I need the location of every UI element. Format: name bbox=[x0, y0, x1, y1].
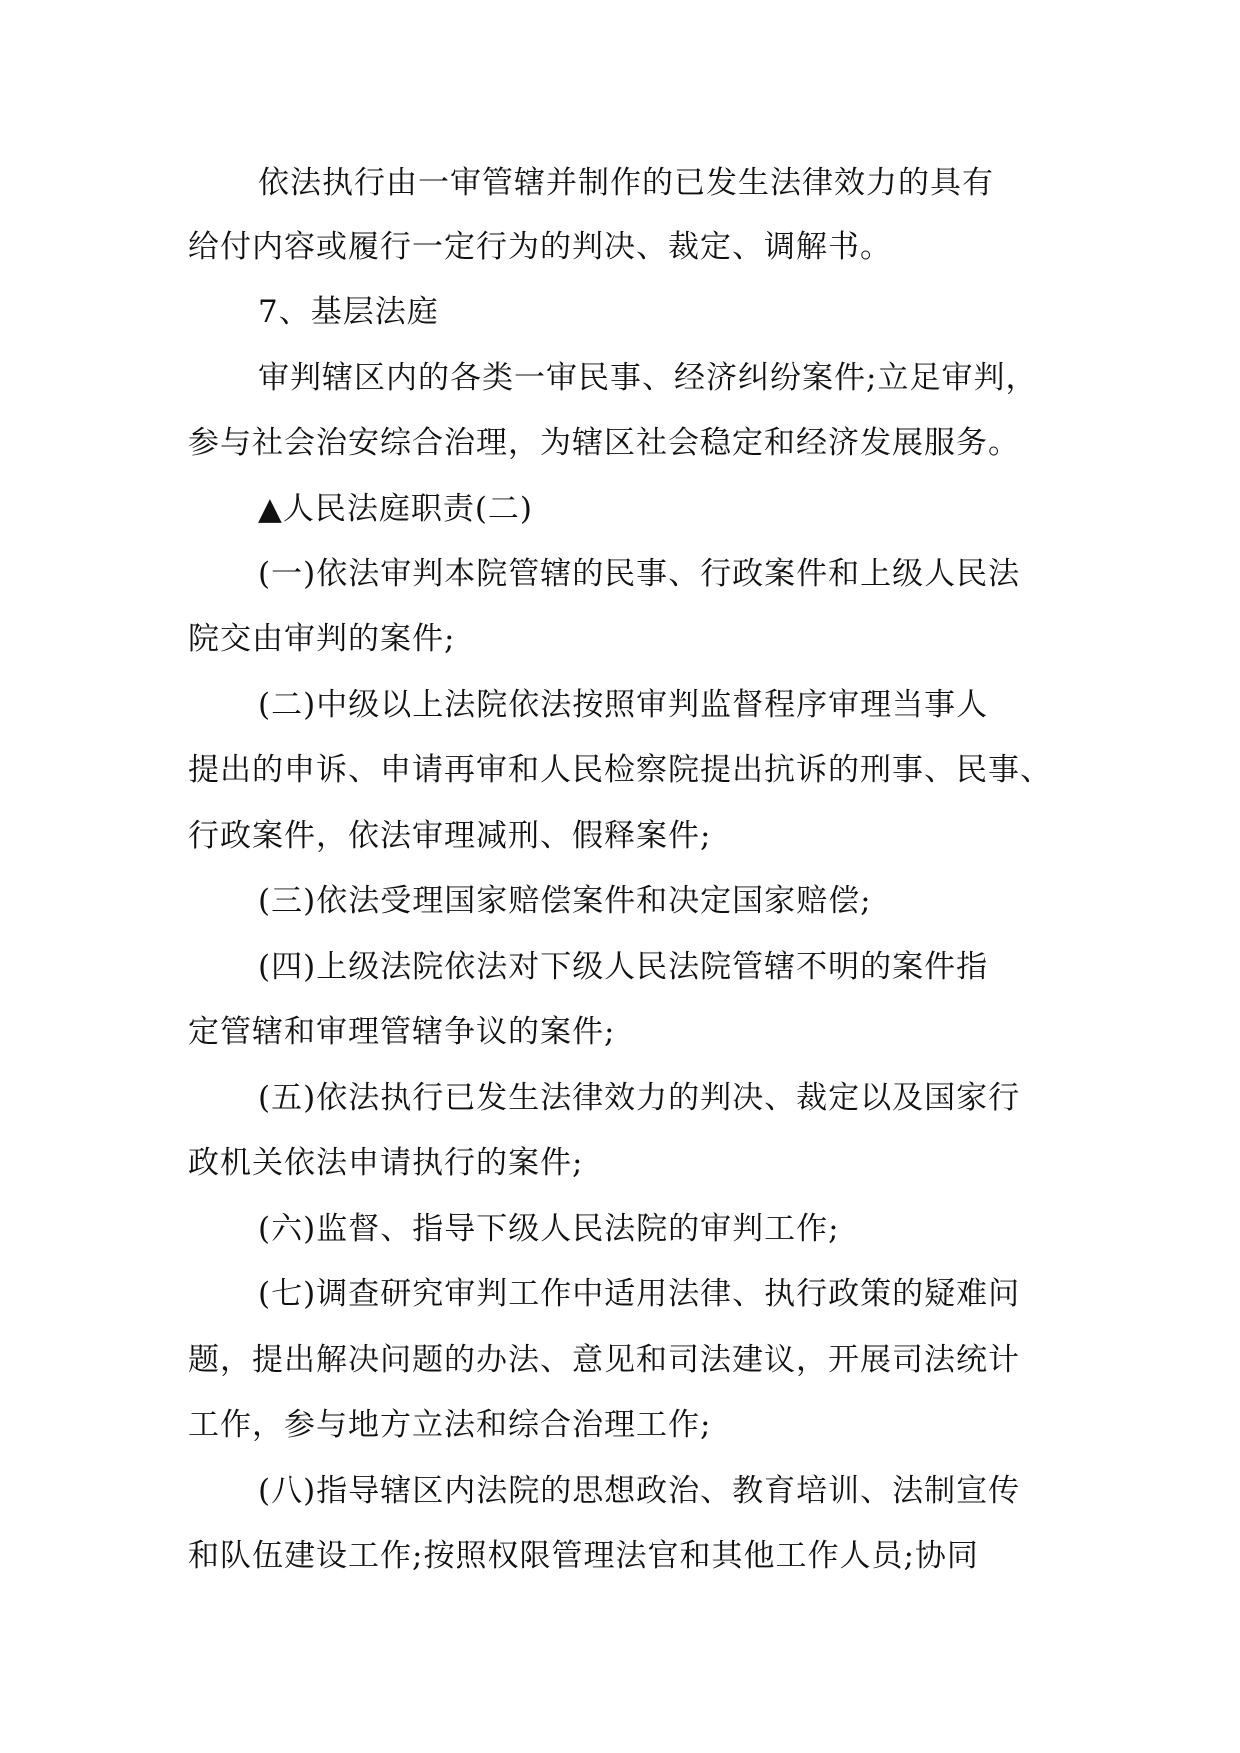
list-item-line: 定管辖和审理管辖争议的案件; bbox=[188, 1014, 616, 1050]
text-line: 审判辖区内的各类一审民事、经济纠纷案件;立足审判， bbox=[258, 360, 1038, 396]
list-item-line: (三)依法受理国家赔偿案件和决定国家赔偿; bbox=[258, 883, 872, 919]
section-heading: 7、基层法庭 bbox=[258, 294, 439, 330]
list-item-line: 院交由审判的案件; bbox=[188, 621, 456, 657]
list-item-line: 和队伍建设工作;按照权限管理法官和其他工作人员;协同 bbox=[188, 1538, 979, 1574]
list-item-line: (四)上级法院依法对下级人民法院管辖不明的案件指 bbox=[258, 949, 989, 985]
list-item-line: (六)监督、指导下级人民法院的审判工作; bbox=[258, 1211, 840, 1247]
list-item-line: (八)指导辖区内法院的思想政治、教育培训、法制宣传 bbox=[258, 1473, 1021, 1509]
text-line: 参与社会治安综合治理，为辖区社会稳定和经济发展服务。 bbox=[188, 425, 1020, 461]
text-line: 给付内容或履行一定行为的判决、裁定、调解书。 bbox=[188, 229, 892, 265]
list-item-line: 提出的申诉、申请再审和人民检察院提出抗诉的刑事、民事、 bbox=[188, 752, 1052, 788]
list-item-line: (七)调查研究审判工作中适用法律、执行政策的疑难问 bbox=[258, 1276, 1021, 1312]
list-item-line: 政机关依法申请执行的案件; bbox=[188, 1145, 584, 1181]
list-item-line: (二)中级以上法院依法按照审判监督程序审理当事人 bbox=[258, 687, 989, 723]
list-item-line: (五)依法执行已发生法律效力的判决、裁定以及国家行 bbox=[258, 1080, 1021, 1116]
section-heading: ▲人民法庭职责(二) bbox=[258, 491, 534, 527]
list-item-line: (一)依法审判本院管辖的民事、行政案件和上级人民法 bbox=[258, 556, 1021, 592]
list-item-line: 行政案件，依法审理减刑、假释案件; bbox=[188, 818, 712, 854]
list-item-line: 工作，参与地方立法和综合治理工作; bbox=[188, 1407, 712, 1443]
list-item-line: 题，提出解决问题的办法、意见和司法建议，开展司法统计 bbox=[188, 1342, 1020, 1378]
text-line: 依法执行由一审管辖并制作的已发生法律效力的具有 bbox=[258, 165, 994, 201]
